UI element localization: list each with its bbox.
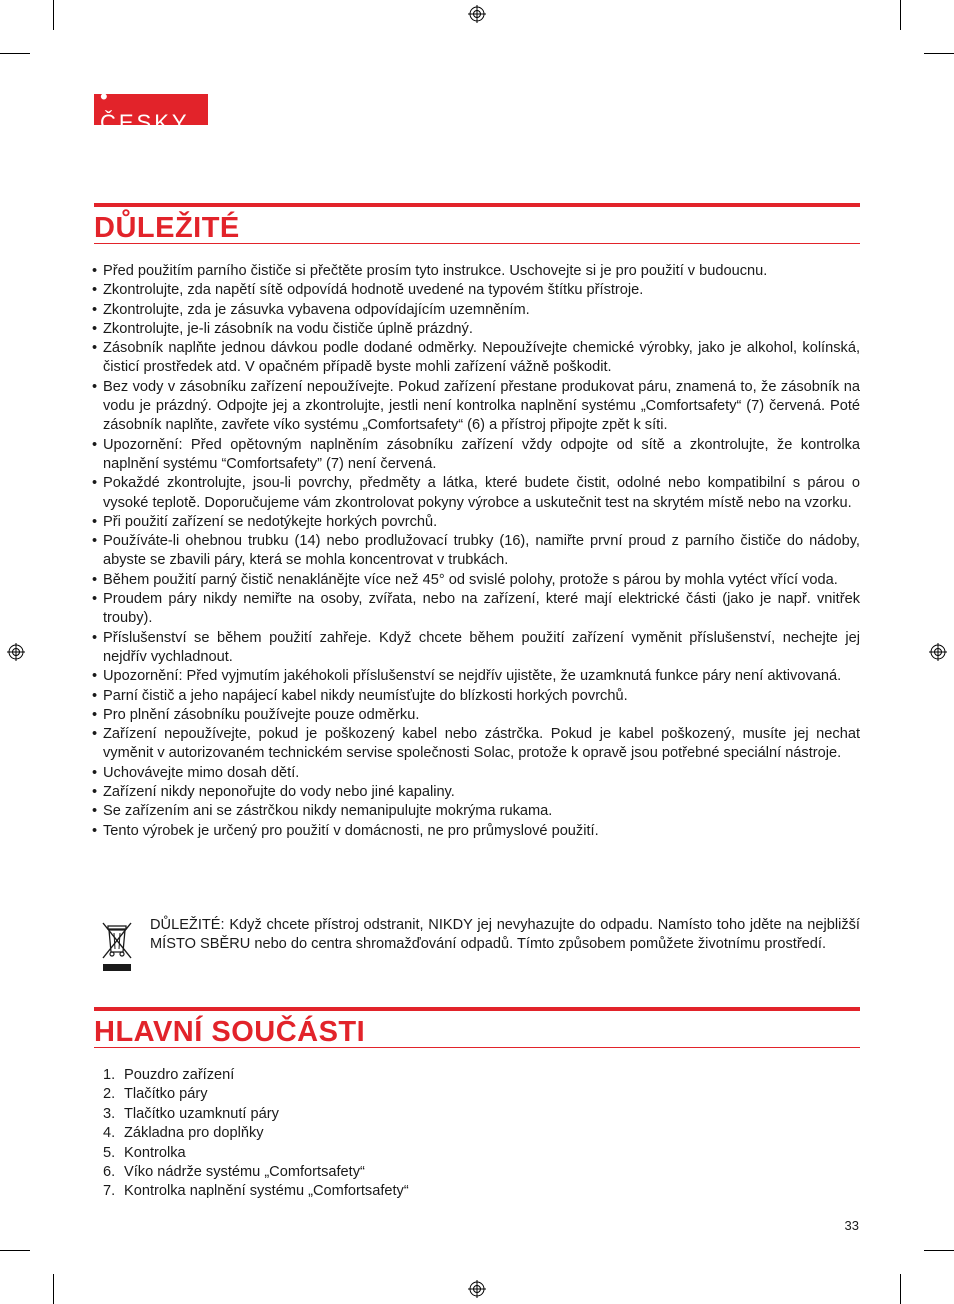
crop-mark — [924, 1250, 954, 1251]
bullet-text: Se zařízením ani se zástrčkou nikdy nemanipulujte mokrýma rukama. — [103, 803, 553, 820]
bullet-text: Před použitím parního čističe si přečtěte prosím tyto instrukce. Uschovejte si je pro použití v budoucnu. — [103, 263, 768, 279]
bullet-item — [92, 764, 860, 783]
bullet-text: Zkontrolujte, zda je zásuvka vybavena odpovídajícím uzemněním. — [103, 301, 530, 318]
crop-mark — [924, 53, 954, 54]
bullet-text: Při použití zařízení se nedotýkejte horkých povrchů. — [103, 513, 438, 530]
part-number: 4. — [103, 1125, 116, 1142]
crop-mark — [900, 1274, 901, 1304]
bullet-item — [92, 301, 860, 320]
bullet-text: Proudem páry nikdy nemiřte na osoby, zvířata, nebo na zařízení, které mají elektrické části (jako je např. vnitřek trouby). — [103, 591, 860, 627]
crop-mark — [0, 53, 30, 54]
bullet-text: Uchovávejte mimo dosah dětí. — [103, 764, 300, 781]
bullet-text: Používáte-li ohebnou trubku (14) nebo prodlužovací trubky (16), namiřte první proud z parního čističe do nádoby, abyste se zbavili páry, která se mohla koncentrovat v trubkách. — [103, 533, 860, 569]
important-bullet-list — [92, 262, 860, 841]
crop-mark — [0, 1250, 30, 1251]
part-label: Tlačítko uzamknutí páry — [124, 1105, 279, 1122]
bullet-text: Zásobník naplňte jednou dávkou podle dodané odměrky. Nepoužívejte chemické výrobky, jako je alkohol, kolínská, čisticí prostředek atd. V opačném případě byste mohli zařízení vážně poškodit. — [103, 340, 860, 376]
part-item — [103, 1163, 409, 1182]
bullet-text: Bez vody v zásobníku zařízení nepoužívejte. Pokud zařízení přestane produkovat páru, znamená to, že zásobník na vodu je prázdný. Odpojte jej a zkontrolujte, jestli není kontrolka naplnění systému „Comfortsafety“ (7) červená. Poté zásobník naplňte, zavřete víko systému „Comfortsafety“ (6) a přístroj připojte zpět k síti. — [103, 378, 860, 434]
part-number: 3. — [103, 1105, 116, 1122]
part-label: Kontrolka — [124, 1144, 186, 1161]
part-item — [103, 1144, 409, 1163]
part-label: Základna pro doplňky — [124, 1125, 264, 1142]
bullet-text: Upozornění: Před vyjmutím jakéhokoli příslušenství se nejdřív ujistěte, že uzamknutá funkce páry není aktivovaná. — [103, 668, 842, 685]
part-label: Pouzdro zařízení — [124, 1067, 235, 1083]
weee-disposal-text: DŮLEŽITÉ: Když chcete přístroj odstranit, NIKDY jej nevyhazujte do odpadu. Namísto toho jděte na nejbližší MÍSTO SBĚRU nebo do centra shromažďování odpadů. Tímto způsobem pomůžete životnímu prostředí. — [150, 917, 860, 953]
weee-notice — [92, 916, 860, 955]
bullet-item — [92, 436, 860, 475]
page-number: 33 — [844, 1218, 859, 1233]
bullet-dot: • — [92, 475, 98, 492]
bullet-text: Během použití parný čistič nenaklánějte více než 45° od svislé polohy, protože s párou by mohla vytéct vřící voda. — [103, 571, 838, 588]
bullet-item — [92, 513, 860, 532]
part-item — [103, 1124, 409, 1143]
crop-mark — [53, 1274, 54, 1304]
bullet-dot: • — [92, 591, 98, 608]
registration-mark-icon — [468, 1280, 486, 1298]
bullet-dot: • — [92, 726, 98, 743]
crossed-out-wheelie-bin-icon — [100, 920, 134, 974]
bullet-dot: • — [92, 803, 98, 820]
bullet-dot: • — [92, 320, 98, 337]
registration-mark-icon — [7, 643, 25, 661]
part-number: 7. — [103, 1183, 116, 1200]
bullet-dot: • — [92, 263, 98, 279]
bullet-text: Zkontrolujte, zda napětí sítě odpovídá hodnotě uvedené na typovém štítku přístroje. — [103, 282, 644, 299]
bullet-item — [92, 378, 860, 436]
bullet-text: Parní čistič a jeho napájecí kabel nikdy neumísťujte do blízkosti horkých povrchů. — [103, 687, 628, 704]
bullet-item — [92, 339, 860, 378]
bullet-item — [92, 687, 860, 706]
bullet-item — [92, 532, 860, 571]
part-label: Víko nádrže systému „Comfortsafety“ — [124, 1164, 365, 1181]
bullet-text: Pro plnění zásobníku používejte pouze odměrku. — [103, 706, 420, 723]
bullet-item — [92, 320, 860, 339]
bullet-dot: • — [92, 513, 98, 530]
bullet-text: Pokaždé zkontrolujte, jsou-li povrchy, předměty a látka, které budete čistit, odolné nebo kompatibilní s párou o vysoké teplotě. Doporučujeme vám zkontrolovat pokyny výrobce a uskutečnit test na skrytém místě nebo na vzorku. — [103, 475, 860, 511]
bullet-item — [92, 783, 860, 802]
bullet-dot: • — [92, 822, 98, 839]
bullet-dot: • — [92, 764, 98, 781]
part-item — [103, 1182, 409, 1201]
bullet-item — [92, 281, 860, 300]
bullet-dot: • — [92, 436, 98, 453]
bullet-item — [92, 262, 860, 281]
bullet-dot: • — [92, 533, 98, 550]
bullet-dot: • — [92, 282, 98, 299]
bullet-dot: • — [92, 687, 98, 704]
bullet-dot: • — [92, 301, 98, 318]
language-badge: • ČESKY — [94, 94, 208, 125]
registration-mark-icon — [468, 5, 486, 23]
important-section-title: DŮLEŽITÉ — [94, 212, 240, 244]
crop-mark — [900, 0, 901, 30]
part-label: Tlačítko páry — [124, 1086, 208, 1103]
bullet-dot: • — [92, 340, 98, 357]
bullet-text: Zkontrolujte, je-li zásobník na vodu čističe úplně prázdný. — [103, 320, 473, 337]
part-item — [103, 1105, 409, 1124]
bullet-item — [92, 822, 860, 841]
bullet-dot: • — [92, 378, 98, 395]
bullet-dot: • — [92, 784, 98, 801]
bullet-dot: • — [92, 706, 98, 723]
bullet-item — [92, 667, 860, 686]
bullet-item — [92, 725, 860, 764]
bullet-text: Upozornění: Před opětovným naplněním zásobníku zařízení vždy odpojte od sítě a zkontrolujte, že kontrolka naplnění systému “Comfortsafety” (7) není červená. — [103, 436, 860, 472]
part-item — [103, 1085, 409, 1104]
bullet-item — [92, 802, 860, 821]
part-number: 5. — [103, 1144, 116, 1161]
main-parts-section-title: HLAVNÍ SOUČÁSTI — [94, 1016, 366, 1048]
important-section-header — [94, 203, 860, 244]
bullet-text: Zařízení nepoužívejte, pokud je poškozený kabel nebo zástrčka. Pokud je kabel poškozený, musíte jej nechat vyměnit v autorizovaném technickém servise společnosti Solac, protože k opravě jsou potřebné speciální nástroje. — [103, 726, 860, 762]
registration-mark-icon — [929, 643, 947, 661]
bullet-dot: • — [92, 668, 98, 685]
part-number: 1. — [103, 1067, 116, 1083]
bullet-text: Příslušenství se během použití zahřeje. Když chcete během použití zařízení vyměnit příslušenství, nechejte jej nejdřív vychladnout. — [103, 629, 860, 665]
bullet-item — [92, 590, 860, 629]
bullet-item — [92, 706, 860, 725]
main-parts-list — [103, 1066, 409, 1202]
main-parts-section-header — [94, 1007, 860, 1048]
part-item — [103, 1066, 409, 1085]
bullet-text: Tento výrobek je určený pro použití v domácnosti, ne pro průmyslové použití. — [103, 822, 599, 839]
bullet-dot: • — [92, 571, 98, 588]
bullet-item — [92, 571, 860, 590]
part-number: 2. — [103, 1086, 116, 1103]
part-number: 6. — [103, 1164, 116, 1181]
part-label: Kontrolka naplnění systému „Comfortsafety“ — [124, 1183, 409, 1200]
bullet-item — [92, 629, 860, 668]
bullet-dot: • — [92, 629, 98, 646]
bullet-text: Zařízení nikdy neponořujte do vody nebo jiné kapaliny. — [103, 784, 455, 801]
crop-mark — [53, 0, 54, 30]
bullet-item — [92, 474, 860, 513]
